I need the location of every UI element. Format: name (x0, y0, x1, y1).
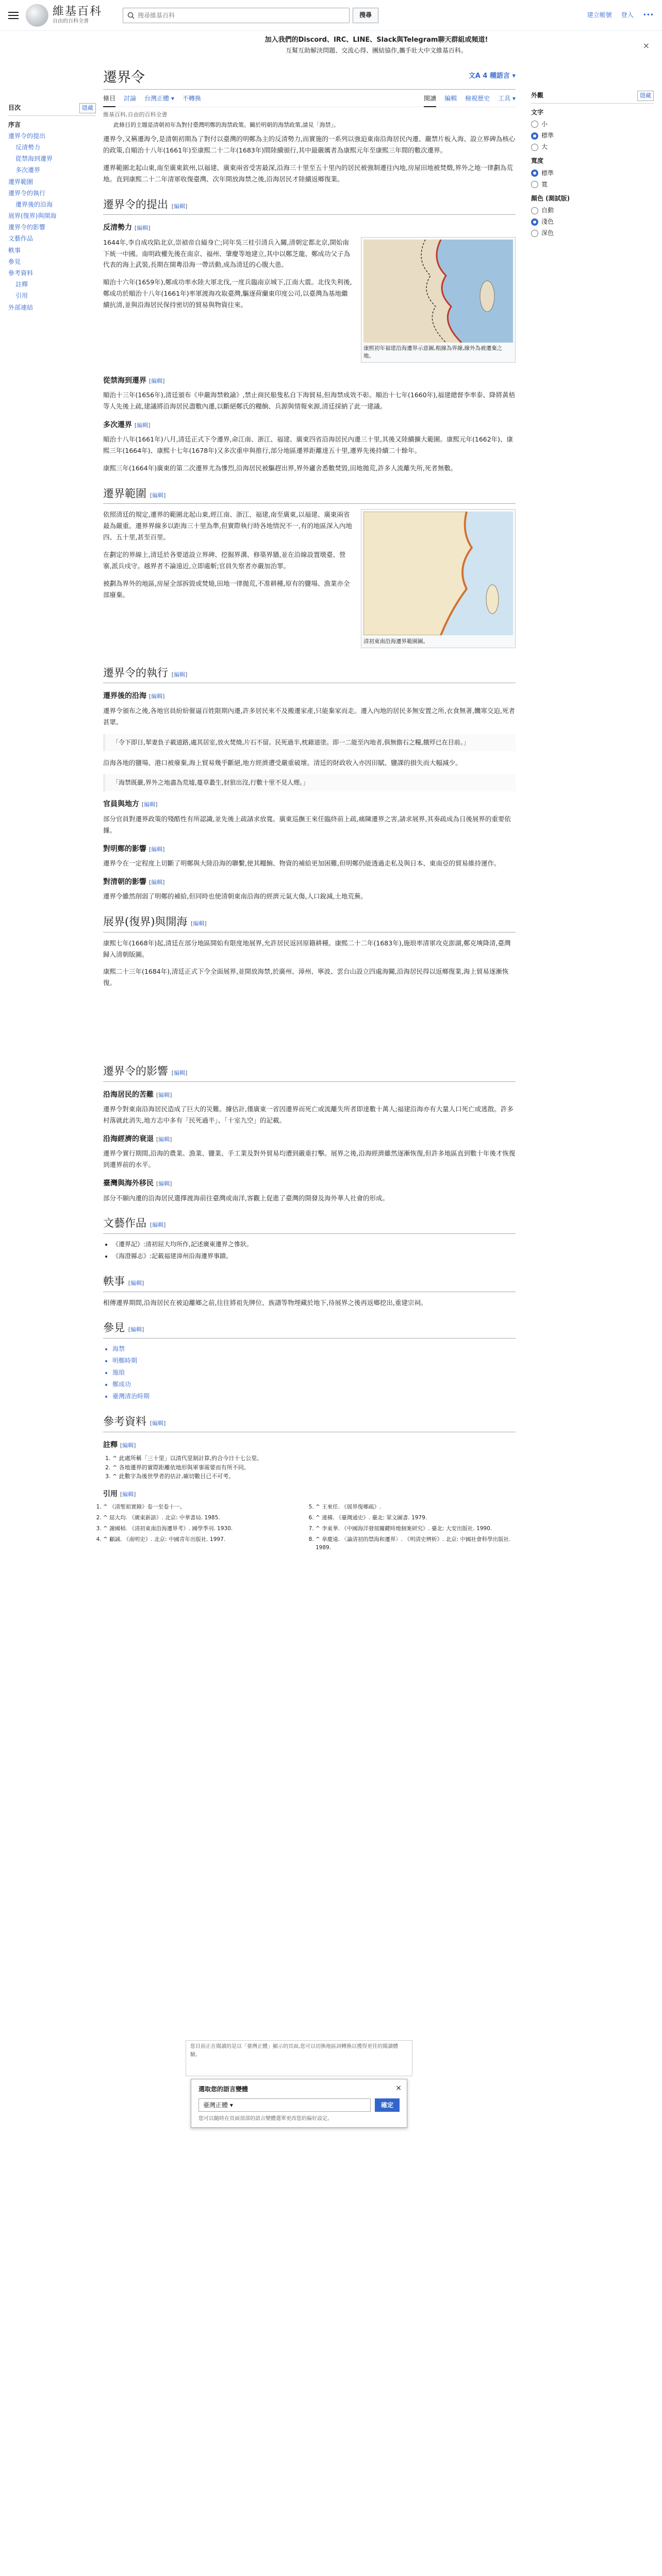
search-form (123, 8, 378, 23)
toc-item[interactable]: 展界(復界)與開海 (8, 212, 57, 220)
reference-item: 7. ^ 李東華. 《中國海洋發展關鍵時地個案研究》. 臺北: 大安出版社. 1990. (316, 1524, 516, 1533)
toc-item[interactable]: 註釋 (15, 281, 28, 289)
section-title: 展界(復界)與開海 (103, 916, 188, 928)
create-account-link[interactable]: 建立帳號 (587, 11, 612, 19)
figure-caption: 康熙初年福建沿海遷界示意圖,粗線為界線,線外為被遷棄之地。 (363, 345, 503, 360)
works-list (103, 1239, 516, 1262)
tab-history[interactable]: 檢視歷史 (465, 94, 490, 102)
paragraph: 部分不願內遷的沿海居民選擇渡海前往臺灣或南洋,客觀上促進了臺灣的開發及海外華人社會的形成。 (103, 1194, 389, 1202)
width-option[interactable] (531, 180, 654, 190)
toc-item[interactable]: 反清勢力 (15, 143, 41, 151)
see-also-link[interactable]: • 鄭成功 (112, 1379, 516, 1390)
variant-label: 台灣正體 (144, 94, 170, 102)
subsection-heading (103, 1488, 516, 1500)
paragraph: 遷界令頒布之後,各地官員紛紛催逼百姓限期內遷,許多居民來不及搬遷家產,只能棄家而走。遷入內地的居民多無安置之所,衣食無著,饑寒交迫,死者甚眾。 (103, 706, 515, 726)
note-item: 1. ^ 此處所稱「三十里」以清代里制計算,約合今日十七公里。 (112, 1454, 516, 1463)
edit-section-link[interactable]: [編輯] (148, 878, 165, 886)
text-size-options (531, 120, 654, 152)
paragraph: 遷界令在一定程度上切斷了明鄭與大陸沿海的聯繫,使其糧餉、物資的補給更加困難,但明鄭仍能透過走私及與日本、東南亞的貿易維持運作。 (103, 859, 501, 867)
edit-section-link[interactable]: [編輯] (171, 202, 188, 210)
figure-caption: 清初東南沿海遷界範圍圖。 (363, 638, 428, 645)
subsection-title: 引用 (103, 1489, 118, 1498)
site-header (0, 0, 662, 31)
section-heading (103, 485, 516, 504)
width-label: 寬度 (531, 157, 544, 165)
toc-title: 目次 (8, 104, 21, 111)
color-option[interactable] (531, 228, 654, 238)
section-heading (103, 196, 516, 215)
width-option[interactable] (531, 168, 654, 178)
list-item: • 《遷界記》:清初屈大均所作,記述廣東遷界之慘狀。 (112, 1239, 516, 1250)
paragraph: 部分官員對遷界政策的殘酷性有所認識,並先後上疏請求放寬。廣東巡撫王來任臨終前上疏,痛陳遷界之害,請求展界,其奏疏成為日後展界的重要依據。 (103, 815, 511, 834)
section-title: 遷界令的提出 (103, 198, 168, 211)
section-heading (103, 1413, 516, 1432)
paragraph: 順治十八年(1661年)八月,清廷正式下令遷界,命江南、浙江、福建、廣東四省沿海居民內遷三十里,其後又陸續擴大範圍。康熙元年(1662年)、康熙三年(1664年)、康熙十七年(1678年)又多次重申與推行,部分地區遷界距離達五十里,遷界先後持續二十餘年。 (103, 435, 514, 455)
edit-section-link[interactable]: [編輯] (134, 421, 151, 429)
subsection-heading (103, 1133, 516, 1145)
subsection-heading (103, 690, 516, 702)
text-size-option-label: 小 (541, 120, 548, 128)
edit-section-link[interactable]: [編輯] (128, 1326, 144, 1333)
dialog-title: 選取您的語言變體 (198, 2086, 249, 2093)
toc-item[interactable]: 參見 (8, 258, 21, 265)
notes-list (103, 1454, 516, 1481)
main-menu-button[interactable] (8, 12, 19, 19)
logo-subtitle: 自由的百科全書 (53, 18, 89, 24)
toc-item[interactable]: 文藝作品 (8, 235, 34, 243)
tools-label: 工具 (498, 94, 511, 102)
edit-section-link[interactable]: [編輯] (156, 1091, 172, 1098)
subsection-heading (103, 843, 516, 855)
paragraph: 順治十三年(1656年),清廷頒布《申嚴海禁敕諭》,禁止商民船隻私自下海貿易,但海禁成效不彰。順治十七年(1660年),福建總督李率泰、降將黃梧等人先後上疏,建議將沿海居民盡數內遷,以斷絕鄭氏的糧餉、兵源與情報來源,清廷採納了此一建議。 (103, 391, 516, 410)
section-heading (103, 1063, 516, 1082)
color-option-label: 深色 (541, 229, 554, 237)
toc-item[interactable]: 引用 (15, 292, 28, 300)
edit-section-link[interactable]: [編輯] (141, 801, 158, 808)
radio-icon[interactable] (531, 207, 538, 214)
text-size-option-label: 大 (541, 143, 548, 151)
user-links (587, 10, 654, 20)
section-heading (103, 1273, 516, 1292)
tab-edit[interactable]: 編輯 (444, 94, 457, 102)
search-icon (127, 12, 135, 19)
map-figure[interactable] (361, 237, 516, 363)
search-box[interactable] (123, 8, 350, 23)
subsection-heading (103, 222, 516, 233)
wikipedia-globe-icon (26, 4, 48, 27)
references-list (103, 1503, 516, 1552)
radio-icon[interactable] (531, 144, 538, 151)
section-heading (103, 913, 516, 933)
more-options-icon[interactable]: ••• (642, 11, 654, 19)
toc-item[interactable]: 遷界後的沿海 (15, 200, 53, 208)
paragraph: 在劃定的界線上,清廷於各要道設立界碑、挖掘界溝、修築界牆,並在沿線設置墩臺、營寨,派兵戍守。越界者不論遠近,立即處斬;官員失察者亦嚴加治罪。 (103, 551, 346, 570)
subsection-title: 從禁海到遷界 (103, 376, 146, 385)
blockquote: 「海禁既嚴,界外之地盡為荒墟,蔓草叢生,豺狼出沒,行數十里不見人煙。」 (103, 774, 516, 791)
reference-item: 4. ^ 顧誠. 《南明史》. 北京: 中國青年出版社. 1997. (103, 1535, 303, 1544)
tab-talk[interactable]: 討論 (124, 94, 137, 102)
paragraph: 康熙七年(1668年)起,清廷在部分地區開始有限度地展界,允許居民返回原籍耕種。康熙二十二年(1683年),施琅率清軍攻克澎湖,鄭克塽降清,臺灣歸入清朝版圖。 (103, 939, 511, 958)
subsection-title: 對明鄭的影響 (103, 844, 146, 853)
edit-section-link[interactable]: [編輯] (128, 1279, 144, 1286)
see-also-link[interactable]: • 施琅 (112, 1367, 516, 1378)
paragraph: 順治十六年(1659年),鄭成功率水陸大軍北伐,一度兵臨南京城下,江南大震。北伐失利後,鄭成功於順治十八年(1661年)率軍渡海攻取臺灣,驅逐荷蘭東印度公司,以臺灣為基地繼續抗清,並與沿海居民保持密切的貿易與物資往來。 (103, 278, 352, 309)
section-heading (103, 1319, 516, 1338)
see-also-link[interactable]: • 臺灣清治時期 (112, 1391, 516, 1402)
search-input[interactable] (138, 12, 345, 19)
subsection-title: 臺灣與海外移民 (103, 1179, 154, 1188)
edit-section-link[interactable]: [編輯] (171, 1070, 188, 1077)
site-notice-banner (103, 35, 650, 60)
banner-close-icon[interactable]: × (642, 41, 650, 50)
banner-text: 互幫互助解決問題、交流心得、團結協作,攜手壯大中文維基百科。 (286, 46, 467, 54)
variant-notice: 您目前正在閱讀的是以「臺灣正體」顯示的頁面,您可以切換地區詞轉換以獲得更佳的閱讀體驗。 (186, 2040, 412, 2076)
subsection-heading (103, 1178, 516, 1189)
subsection-heading (103, 1439, 516, 1451)
subsection-heading (103, 799, 516, 810)
edit-section-link[interactable]: [編輯] (156, 1180, 172, 1188)
text-size-option[interactable] (531, 142, 654, 152)
subsection-title: 沿海經濟的衰退 (103, 1134, 154, 1143)
see-also-list (103, 1344, 516, 1402)
color-option-label: 淺色 (541, 218, 554, 226)
radio-icon[interactable] (531, 230, 538, 237)
language-button[interactable] (469, 71, 516, 82)
text-size-label: 文字 (531, 108, 544, 116)
paragraph: 依照清廷的規定,遷界的範圍北起山東,經江南、浙江、福建,南至廣東,以福建、廣東兩省最為嚴重。遷界界線多以距海三十里為準,但實際執行時各地情況不一,有的地區深入內地四、五十里,甚至百里。 (103, 511, 352, 541)
toc-item[interactable]: 遷界令的執行 (8, 189, 46, 197)
chevron-down-icon: ▾ (509, 72, 516, 80)
toc-header (8, 103, 96, 116)
variant-select[interactable]: 臺灣正體 ▾ (198, 2098, 371, 2112)
appearance-hide-button[interactable]: 隱藏 (637, 91, 654, 101)
paragraph: 沿海各地的鹽場、港口被廢棄,海上貿易幾乎斷絕,地方經濟遭受嚴重破壞。清廷的財政收入亦因田賦、鹽課的損失而大幅減少。 (103, 758, 462, 767)
coastline-map-image (363, 240, 513, 343)
radio-icon[interactable] (531, 170, 538, 177)
see-also-link[interactable]: • 明鄭時期 (112, 1355, 516, 1366)
close-icon[interactable]: × (395, 2084, 402, 2092)
confirm-button[interactable]: 確定 (375, 2098, 400, 2112)
edit-section-link[interactable]: [編輯] (148, 693, 165, 700)
subsection-title: 對清朝的影響 (103, 877, 146, 886)
logo-title: 維基百科 (53, 5, 103, 19)
subsection-heading (103, 1089, 516, 1100)
toc-item[interactable]: 參考資料 (8, 269, 34, 277)
radio-icon[interactable] (531, 132, 538, 140)
section-title: 文藝作品 (103, 1217, 146, 1230)
paragraph: 相傳遷界期間,沿海居民在被迫離鄉之前,往往將祖先牌位、族譜等物埋藏於地下,待展界之後再返鄉挖出,重建宗祠。 (103, 1298, 427, 1307)
section-title: 遷界令的執行 (103, 666, 168, 679)
boundary-map-image (363, 512, 513, 635)
note-item: 2. ^ 各地遷界的實際距離依地形與軍事需要而有所不同。 (112, 1463, 516, 1472)
paragraph: 1644年,李自成攻陷北京,崇禎帝自縊身亡;同年吳三桂引清兵入關,清朝定都北京,開始南下統一中國。南明政權先後在南京、福州、肇慶等地建立,其中以鄭芝龍、鄭成功父子為代表的海上武裝,長期在閩粵沿海一帶活動,成為清廷的心腹大患。 (103, 238, 350, 269)
main-content (103, 66, 516, 1552)
section-title: 遷界令的影響 (103, 1065, 168, 1078)
edit-section-link[interactable]: [編輯] (171, 671, 188, 678)
table-of-contents (8, 103, 96, 313)
reference-item: 3. ^ 謝國楨. 《清初東南沿海遷界考》. 國學季刊. 1930. (103, 1524, 303, 1533)
tab-article[interactable]: 條目 (103, 90, 115, 107)
text-size-option[interactable] (531, 131, 654, 141)
section-title: 參見 (103, 1321, 125, 1334)
appearance-title: 外觀 (531, 92, 544, 99)
reference-item: 6. ^ 連橫. 《臺灣通史》. 臺北: 眾文圖書. 1979. (316, 1514, 516, 1522)
note-item: 3. ^ 此數字為後世學者的估計,確切數目已不可考。 (112, 1472, 516, 1481)
toc-item[interactable]: 遷界範圍 (8, 178, 34, 185)
section-title: 軼事 (103, 1275, 125, 1287)
edit-section-link[interactable]: [編輯] (120, 1442, 136, 1449)
color-option[interactable] (531, 217, 654, 227)
section-title: 參考資料 (103, 1415, 146, 1428)
toc-item[interactable]: 遷界令的影響 (8, 224, 46, 231)
paragraph: 康熙三年(1664年)廣東的第二次遷界尤為慘烈,沿海居民被驅趕出界,界外廬舍悉數焚毀,田地拋荒,許多人流離失所,死者無數。 (103, 464, 457, 472)
subsection-heading (103, 419, 516, 431)
hatnote: 此條目的主題是清朝初年為對付臺灣明鄭的海禁政策。關於明朝的海禁政策,請見「海禁」。 (113, 121, 339, 128)
color-option-label: 自動 (541, 207, 554, 214)
toc-item[interactable]: 軼事 (8, 246, 21, 254)
toc-item[interactable]: 序言 (8, 121, 21, 128)
subsection-title: 沿海居民的苦難 (103, 1090, 154, 1099)
toc-list (8, 119, 96, 313)
section-heading (103, 1215, 516, 1234)
list-item: • 《海澄縣志》:記載福建漳州沿海遷界事蹟。 (112, 1251, 516, 1262)
page-tabs (103, 90, 516, 107)
width-option-label: 標準 (541, 169, 554, 177)
appearance-panel (531, 91, 654, 240)
edit-section-link[interactable]: [編輯] (150, 492, 166, 499)
appearance-header (531, 91, 654, 104)
edit-section-link[interactable]: [編輯] (148, 377, 165, 384)
toc-hide-button[interactable]: 隱藏 (79, 103, 96, 113)
page-title: 遷界令 (103, 70, 145, 86)
map-figure[interactable] (361, 509, 516, 648)
intro-paragraph: 遷界範圍北起山東,南至廣東欽州,以福建、廣東兩省受害最深,沿海三十里至五十里內的居民被強制遷往內地,房屋田地被焚燬,界外之地一律劃為荒地。直到康熙二十二年清軍收復臺灣、次年開放海禁之後,沿海居民才陸續返鄉復業。 (103, 163, 513, 183)
paragraph: 遷界令雖然削弱了明鄭的補給,但同時也使清朝東南沿海的經濟元氣大傷,人口銳減,土地荒蕪。 (103, 892, 367, 901)
radio-icon[interactable] (531, 218, 538, 226)
login-link[interactable]: 登入 (621, 11, 634, 19)
toc-item[interactable]: 多次遷界 (15, 166, 41, 174)
color-options (531, 206, 654, 239)
search-button[interactable]: 搜尋 (353, 8, 378, 23)
toc-item[interactable]: 從禁海到遷界 (15, 155, 53, 163)
banner-title: 加入我們的Discord、IRC、LINE、Slack與Telegram聊天群組或頻道! (264, 36, 488, 44)
translate-icon: 文A (468, 72, 483, 80)
section-heading (103, 665, 516, 684)
toc-item[interactable]: 遷界令的提出 (8, 132, 46, 140)
tab-read[interactable]: 閱讀 (424, 90, 436, 107)
subsection-heading (103, 876, 516, 888)
color-label: 顏色 (測試版) (531, 194, 570, 202)
toc-item[interactable]: 外部連結 (8, 303, 34, 311)
subsection-heading (103, 375, 516, 386)
text-size-option-label: 標準 (541, 131, 554, 139)
paragraph: 遷界令實行期間,沿海的農業、漁業、鹽業、手工業及對外貿易均遭到嚴重打擊。展界之後,沿海經濟雖然逐漸恢復,但許多地區直到數十年後才恢復到遷界前的水平。 (103, 1149, 516, 1169)
reference-item: 5. ^ 王來任. 《展界復鄉疏》. (316, 1503, 516, 1512)
site-logo[interactable] (26, 4, 102, 27)
color-option[interactable] (531, 206, 654, 215)
subsection-title: 註釋 (103, 1440, 118, 1449)
paragraph: 被劃為界外的地區,房屋全部拆毀或焚燒,田地一律拋荒,不准耕種,原有的鹽場、漁業亦全部廢棄。 (103, 579, 350, 599)
intro-paragraph: 遷界令,又稱遷海令,是清朝初期為了對付以臺灣的明鄭為主的反清勢力,而實施的一系列以強迫東南沿海居民內遷、嚴禁片板入海、設立界碑為核心的政策,自順治十八年(1661年)至康熙二十二年(1683年)間陸續頒行,其中最嚴厲者為康熙元年至康熙三年間的數次遷界。 (103, 135, 516, 155)
tagline: 維基百科,自由的百科全書 (103, 111, 168, 118)
section-title: 遷界範圍 (103, 487, 146, 500)
paragraph: 康熙二十三年(1684年),清廷正式下令全面展界,並開放海禁,於廣州、漳州、寧波、雲台山設立四處海關,沿海居民得以返鄉復業,海上貿易逐漸恢復。 (103, 968, 509, 987)
subsection-title: 反清勢力 (103, 224, 132, 232)
blockquote: 「令下即日,挈妻負子載道路,處其居室,放火焚燒,片石不留。民死過半,枕藉道塗。即一二能至內地者,俱無儋石之糧,餓殍已在目前。」 (103, 734, 516, 751)
edit-section-link[interactable]: [編輯] (150, 1222, 166, 1229)
text-size-option[interactable] (531, 120, 654, 129)
dialog-note: 您可以隨時在頁面頂部的語言變體選單更改您的偏好設定。 (198, 2116, 333, 2122)
modal-spacer (103, 995, 516, 1052)
edit-section-link[interactable]: [編輯] (150, 1420, 166, 1427)
language-button-label: 4 種語言 (483, 72, 510, 80)
edit-section-link[interactable]: [編輯] (156, 1136, 172, 1143)
reference-item: 1. ^ 《清聖祖實錄》卷一至卷十一。 (103, 1503, 303, 1512)
radio-icon[interactable] (531, 121, 538, 128)
edit-section-link[interactable]: [編輯] (120, 1490, 136, 1498)
see-also-link[interactable]: • 海禁 (112, 1344, 516, 1354)
width-option-label: 寬 (541, 180, 548, 188)
radio-icon[interactable] (531, 181, 538, 188)
subsection-title: 遷界後的沿海 (103, 692, 146, 701)
subsection-title: 官員與地方 (103, 800, 139, 809)
subsection-title: 多次遷界 (103, 420, 132, 429)
tab-tools[interactable]: 工具 ▾ (498, 94, 516, 102)
edit-section-link[interactable]: [編輯] (134, 225, 151, 232)
variant-dialog (191, 2079, 407, 2128)
edit-section-link[interactable]: [編輯] (191, 920, 207, 927)
paragraph: 遷界令對東南沿海居民造成了巨大的災難。據估計,僅廣東一省因遷界而死亡或流離失所者即達數十萬人;福建沿海亦有大量人口死亡或逃散。許多村落就此消失,地方志中多有「民死過半」、「十室九空」的記載。 (103, 1105, 514, 1125)
reference-item: 8. ^ 韋慶遠. 〈論清初的禁海和遷界〉. 《明清史辨析》. 北京: 中國社會科學出版社. 1989. (316, 1535, 516, 1553)
width-options (531, 168, 654, 190)
reference-item: 2. ^ 屈大均. 《廣東新語》. 北京: 中華書局. 1985. (103, 1514, 303, 1522)
title-row (103, 66, 516, 90)
variant-select-value: 臺灣正體 (203, 2102, 228, 2109)
variant-noconvert[interactable]: 不轉換 (182, 94, 201, 102)
variant-dropdown[interactable]: 台灣正體 ▾ (144, 94, 174, 102)
edit-section-link[interactable]: [編輯] (148, 845, 165, 853)
